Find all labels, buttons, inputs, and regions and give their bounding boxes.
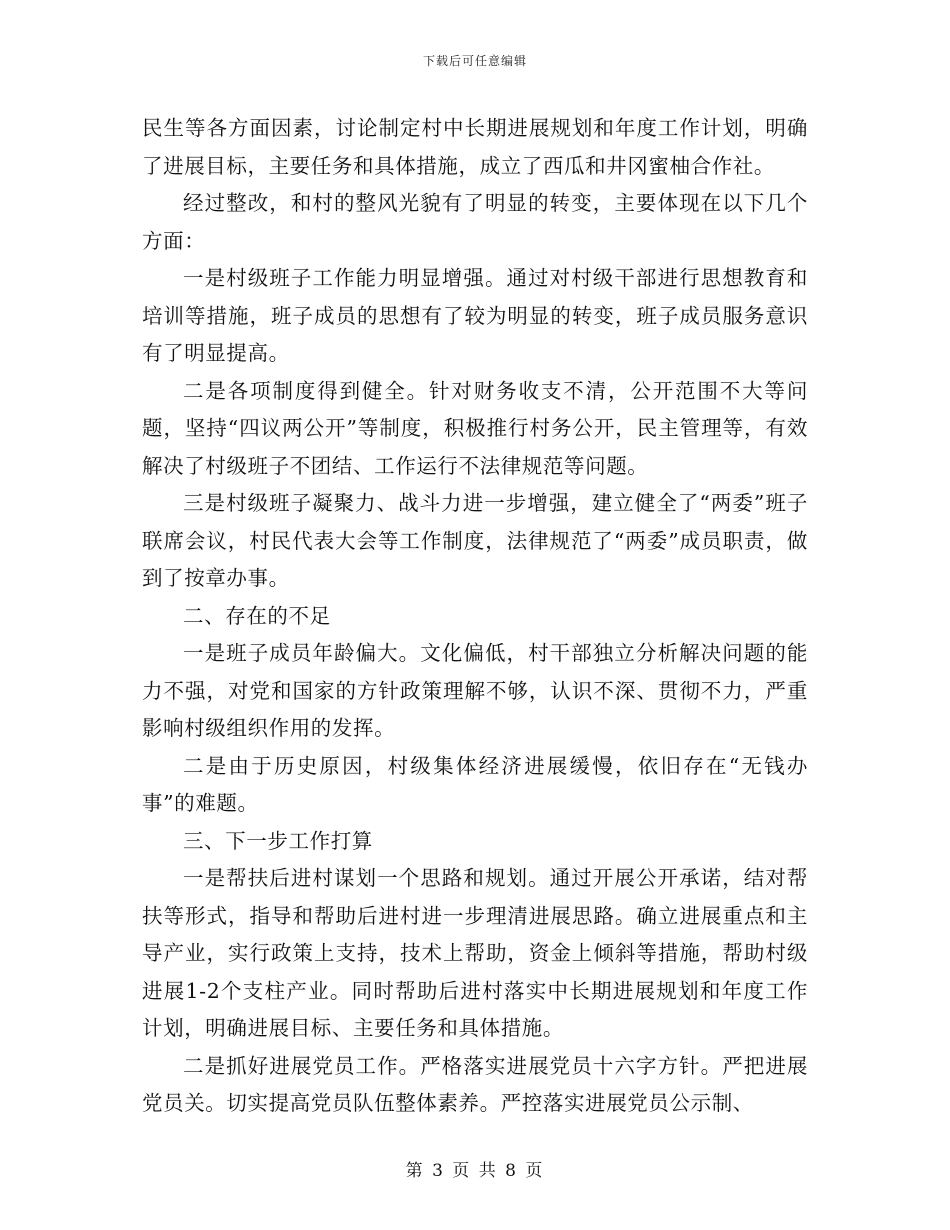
paragraph: 二是各项制度得到健全。针对财务收支不清，公开范围不大等问题，坚持“四议两公开”等制度，积极推行村务公开，民主管理等，有效解决了村级班子不团结、工作运行不法律规范等问题。: [142, 378, 808, 478]
paragraph: 一是帮扶后进村谋划一个思路和规划。通过开展公开承诺，结对帮扶等形式，指导和帮助后进村进一步理清进展思路。确立进展重点和主导产业，实行政策上支持，技术上帮助，资金上倾斜等措施，帮助村级进展1-2个支柱产业。同时帮助后进村落实中长期进展规划和年度工作计划，明确进展目标、主要任务和具体措施。: [142, 866, 808, 1040]
paragraph: 三是村级班子凝聚力、战斗力进一步增强，建立健全了“两委”班子联席会议，村民代表大会等工作制度，法律规范了“两委”成员职责，做到了按章办事。: [142, 491, 808, 590]
paragraph: 一是班子成员年龄偏大。文化偏低，村干部独立分析解决问题的能力不强，对党和国家的方针政策理解不够，认识不深、贯彻不力，严重影响村级组织作用的发挥。: [142, 641, 808, 740]
section-heading: 三、下一步工作打算: [183, 828, 373, 853]
document-body: [142, 110, 808, 1123]
section-heading: 二、存在的不足: [183, 603, 331, 628]
paragraph: 民生等各方面因素，讨论制定村中长期进展规划和年度工作计划，明确了进展目标，主要任务和具体措施，成立了西瓜和井冈蜜柚合作社。: [142, 116, 808, 178]
paragraph: 一是村级班子工作能力明显增强。通过对村级干部进行思想教育和培训等措施，班子成员的思想有了较为明显的转变，班子成员服务意识有了明显提高。: [142, 266, 808, 365]
paragraph: 二是抓好进展党员工作。严格落实进展党员十六字方针。严把进展党员关。切实提高党员队伍整体素养。严控落实进展党员公示制、: [142, 1053, 808, 1115]
page-number-footer: 第 3 页 共 8 页: [405, 1161, 545, 1181]
paragraph: 经过整改，和村的整风光貌有了明显的转变，主要体现在以下几个方面：: [142, 191, 808, 253]
page-header: 下载后可任意编辑: [422, 54, 527, 68]
paragraph: 二是由于历史原因，村级集体经济进展缓慢，依旧存在“无钱办事”的难题。: [142, 753, 808, 815]
